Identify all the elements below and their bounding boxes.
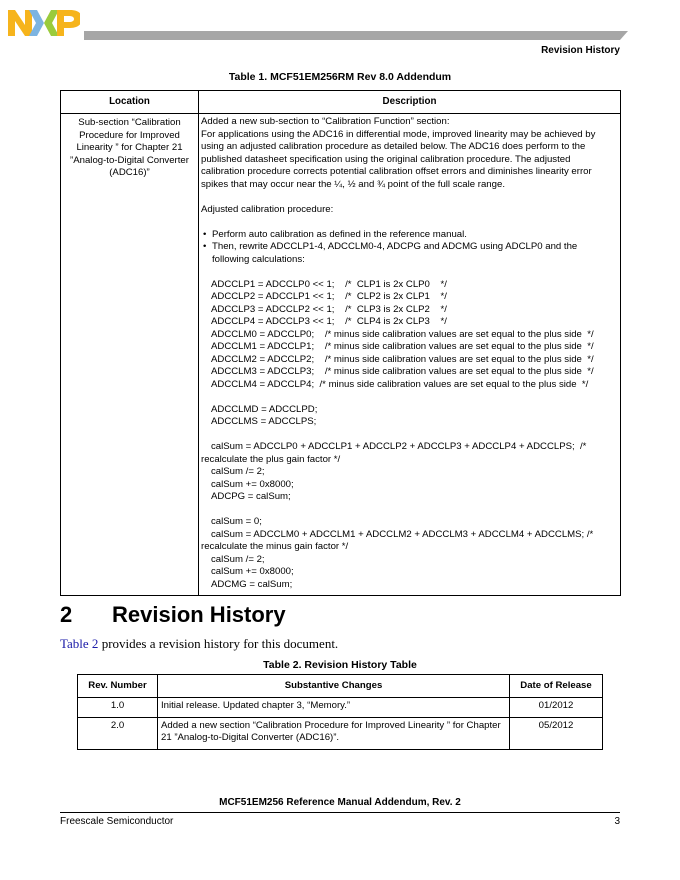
col-rev-header: Rev. Number (78, 675, 158, 698)
code-line: calSum = ADCCLP0 + ADCCLP1 + ADCCLP2 + ADCCLP3 + ADCCLP4 + ADCCLPS; /* recalculate the plus gain factor */ (201, 441, 590, 465)
code-line: ADCCLM4 = ADCCLP4; /* minus side calibration values are set equal to the plus side */ (211, 378, 589, 390)
changes-cell: Initial release. Updated chapter 3, “Memory.” (158, 698, 510, 718)
addendum-table (60, 90, 621, 596)
code-line: ADCCLP1 = ADCCLP0 << 1; /* CLP1 is 2x CLP0 */ (211, 278, 447, 290)
location-cell (61, 114, 199, 596)
location-line: (ADC16)” (109, 167, 150, 178)
code-line: calSum = ADCCLM0 + ADCCLM1 + ADCCLM2 + ADCCLM3 + ADCCLM4 + ADCCLMS; /* recalculate the minus gain factor */ (201, 528, 596, 552)
code-line: calSum += 0x8000; (211, 478, 294, 490)
location-line: ”Analog-to-Digital Converter (70, 154, 189, 166)
code-block-minus (201, 516, 616, 591)
section-title: Revision History (112, 602, 286, 627)
col-changes-header: Substantive Changes (158, 675, 510, 698)
code-block-clp (201, 279, 616, 392)
code-line: ADCCLM0 = ADCCLP0; /* minus side calibration values are set equal to the plus side */ (211, 328, 594, 340)
table-row (78, 698, 603, 718)
adjusted-heading: Adjusted calibration procedure: (201, 203, 334, 215)
code-line: ADCCLP3 = ADCCLP2 << 1; /* CLP3 is 2x CLP2 */ (211, 303, 447, 315)
col-description-header: Description (199, 91, 621, 114)
code-line: ADCCLP2 = ADCCLP1 << 1; /* CLP2 is 2x CLP1 */ (211, 291, 447, 302)
table-header-row (78, 675, 603, 698)
table-row (61, 114, 621, 596)
table2-link[interactable]: Table 2 (60, 636, 99, 651)
revision-history-table (77, 674, 603, 750)
procedure-list (201, 229, 616, 267)
code-line: calSum /= 2; (211, 553, 265, 565)
running-title: Revision History (541, 45, 620, 56)
location-line: Procedure for Improved (79, 129, 180, 141)
desc-paragraph: For applications using the ADC16 in differential mode, improved linearity may be achieved by using an adjusted calibration procedure as detailed below. The ADC16 does perform to the published datasheet specification using the original calibration procedure. The adjusted calibration procedure corrects potential calibration offset errors and diminishes linearity error spikes that may occur near the ¼, ½ and ¾ point of the full scale range. (201, 128, 596, 190)
list-item: • Then, rewrite ADCCLP1-4, ADCCLM0-4, ADCPG and ADCMG using ADCLP0 and the following calculations: (201, 241, 616, 266)
code-line: ADCCLP4 = ADCCLP3 << 1; /* CLP4 is 2x CLP3 */ (211, 316, 447, 327)
code-line: ADCCLMD = ADCCLPD; (211, 403, 318, 415)
location-line: Sub-section “Calibration (78, 117, 181, 128)
code-line: ADCPG = calSum; (211, 491, 291, 502)
table-row (78, 717, 603, 749)
section-intro (60, 636, 338, 652)
page-number: 3 (614, 816, 620, 827)
table-header-row (61, 91, 621, 114)
code-line: calSum += 0x8000; (211, 566, 294, 577)
header-bar (84, 31, 620, 40)
date-cell: 01/2012 (510, 698, 603, 718)
footer-doc-title: MCF51EM256 Reference Manual Addendum, Rev. 2 (219, 797, 461, 808)
logo-letter-x-right (44, 10, 59, 36)
desc-intro: Added a new sub-section to “Calibration Function” section: (201, 116, 450, 127)
code-line: ADCCLM3 = ADCCLP3; /* minus side calibration values are set equal to the plus side */ (211, 366, 594, 377)
rev-cell: 2.0 (78, 717, 158, 749)
code-block-plus (201, 441, 616, 504)
code-line: ADCCLM2 = ADCCLP2; /* minus side calibration values are set equal to the plus side */ (211, 353, 594, 365)
col-location-header: Location (61, 91, 199, 114)
code-line: calSum /= 2; (211, 466, 265, 477)
logo-letter-p (57, 10, 80, 36)
table2-caption: Table 2. Revision History Table (263, 659, 417, 671)
code-line: ADCCLMS = ADCCLPS; (211, 416, 317, 427)
nxp-logo (8, 8, 80, 38)
description-cell (199, 114, 621, 596)
footer-rule (60, 812, 620, 813)
code-line: ADCMG = calSum; (211, 578, 293, 590)
code-block-ds (201, 404, 616, 429)
code-line: ADCCLM1 = ADCCLP1; /* minus side calibration values are set equal to the plus side */ (211, 341, 594, 352)
list-item: • Perform auto calibration as defined in the reference manual. (201, 229, 616, 242)
location-line: Linearity ” for Chapter 21 (76, 142, 183, 153)
intro-text: provides a revision history for this document. (98, 636, 339, 651)
rev-cell: 1.0 (78, 698, 158, 718)
code-line: calSum = 0; (211, 516, 262, 527)
section-number: 2 (60, 602, 73, 627)
date-cell: 05/2012 (510, 717, 603, 749)
changes-cell: Added a new section “Calibration Procedure for Improved Linearity ” for Chapter 21 ”Analog-to-Digital Converter (ADC16)”. (158, 717, 510, 749)
col-date-header: Date of Release (510, 675, 603, 698)
table1-caption: Table 1. MCF51EM256RM Rev 8.0 Addendum (228, 71, 452, 83)
footer-company: Freescale Semiconductor (60, 816, 174, 827)
logo-letter-n (8, 10, 32, 36)
